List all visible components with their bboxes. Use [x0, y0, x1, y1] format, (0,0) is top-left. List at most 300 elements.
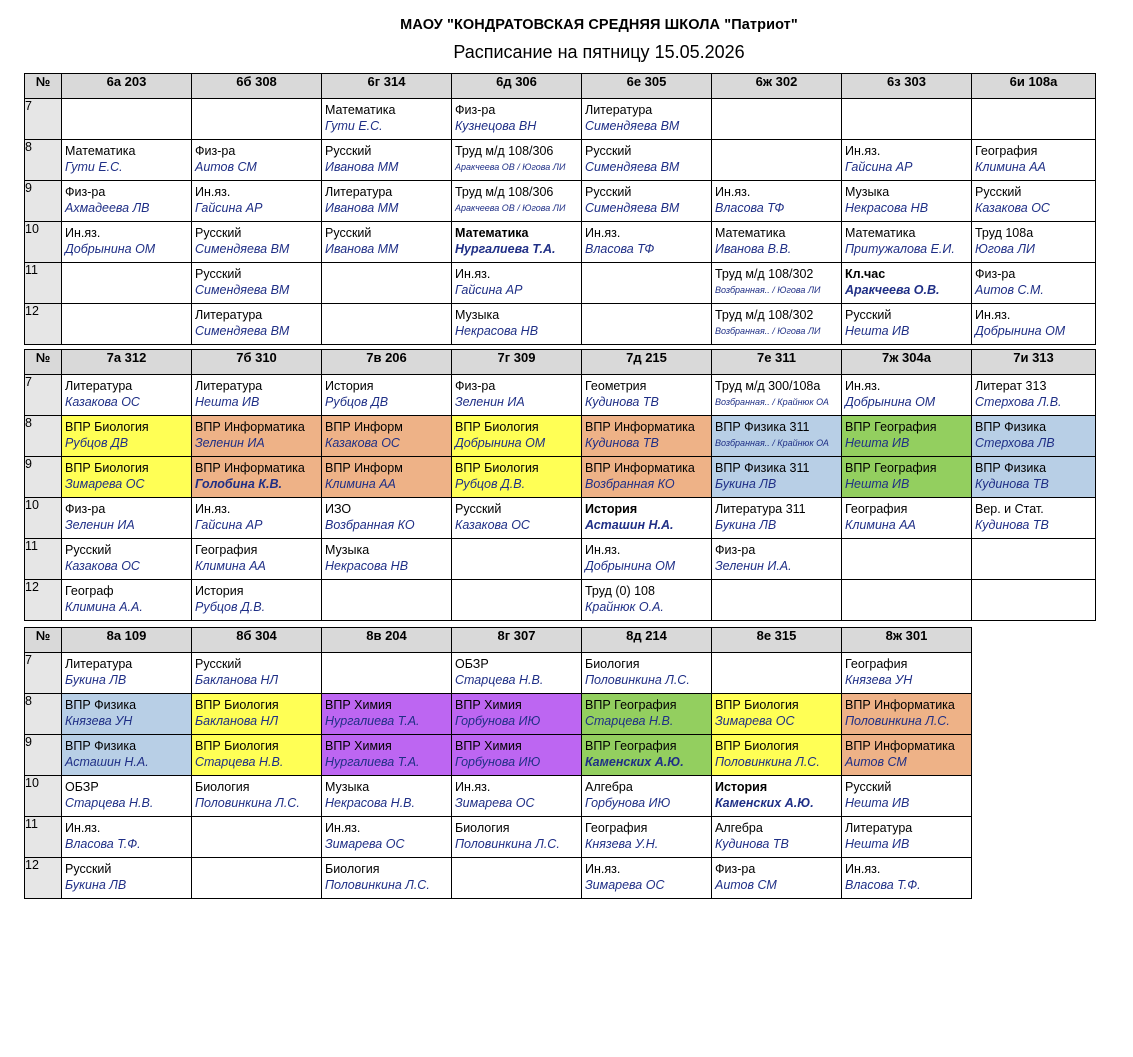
lesson-row	[25, 263, 1096, 304]
subject-name: ВПР Биология	[65, 420, 149, 434]
teacher-name: Некрасова НВ	[845, 201, 929, 215]
school-title: МАОУ "КОНДРАТОВСКАЯ СРЕДНЯЯ ШКОЛА "Патриот"	[400, 17, 798, 33]
subject-name: Литература	[845, 821, 913, 835]
class-header: 6з 303	[842, 74, 972, 99]
teacher-name: Зимарева ОС	[65, 477, 145, 491]
class-header: 7и 313	[972, 350, 1096, 375]
schedule-cell	[842, 858, 972, 899]
subject-name: Ин.яз.	[845, 144, 881, 158]
schedule-cell	[322, 99, 452, 140]
schedule-cell	[452, 457, 582, 498]
teacher-name: Асташин Н.А.	[585, 518, 674, 532]
subject-name: Музыка	[845, 185, 890, 199]
schedule-cell	[62, 304, 192, 345]
subject-name: ВПР Химия	[325, 739, 392, 753]
schedule-cell	[972, 263, 1096, 304]
schedule-cell	[452, 735, 582, 776]
schedule-cell	[452, 222, 582, 263]
subject-name: Физ-ра	[975, 267, 1016, 281]
lesson-number: 7	[25, 653, 62, 694]
schedule-cell	[712, 222, 842, 263]
schedule-cell	[582, 735, 712, 776]
schedule-cell	[842, 304, 972, 345]
teacher-name: Власова Т.Ф.	[845, 878, 921, 892]
subject-name: Биология	[195, 780, 250, 794]
schedule-cell	[972, 140, 1096, 181]
lesson-number: 9	[25, 457, 62, 498]
subject-name: Труд (0) 108	[585, 584, 655, 598]
teacher-name: Симендяева ВМ	[585, 160, 680, 174]
subject-name: Физ-ра	[715, 862, 756, 876]
schedule-cell	[712, 304, 842, 345]
schedule-cell	[322, 457, 452, 498]
teacher-name: Некрасова НВ	[325, 559, 409, 573]
schedule-cell	[62, 457, 192, 498]
lesson-number: 12	[25, 304, 62, 345]
teacher-name: Половинкина Л.С.	[455, 837, 560, 851]
schedule-cell	[322, 181, 452, 222]
subject-name: Русский	[195, 657, 242, 671]
teacher-name: Гути Е.С.	[325, 119, 383, 133]
schedule-cell	[192, 416, 322, 457]
subject-name: Русский	[325, 226, 372, 240]
subject-name: Ин.яз.	[585, 226, 621, 240]
schedule-cell	[62, 181, 192, 222]
subject-name: Математика	[715, 226, 786, 240]
schedule-cell	[192, 304, 322, 345]
schedule-cell	[972, 416, 1096, 457]
schedule-cell	[582, 539, 712, 580]
schedule-cell	[582, 181, 712, 222]
schedule-table-grade-7	[24, 349, 1096, 621]
lesson-number: 8	[25, 416, 62, 457]
schedule-cell	[322, 539, 452, 580]
subject-name: Русский	[845, 308, 892, 322]
schedule-cell	[192, 99, 322, 140]
teacher-name: Климина АА	[845, 518, 916, 532]
teacher-name: Зеленин ИА	[65, 518, 135, 532]
schedule-cell	[192, 735, 322, 776]
schedule-subtitle: Расписание на пятницу 15.05.2026	[453, 42, 745, 62]
lesson-number: 8	[25, 140, 62, 181]
subject-name: Музыка	[455, 308, 500, 322]
lesson-row	[25, 140, 1096, 181]
teacher-name: Асташин Н.А.	[65, 755, 149, 769]
lesson-number: 9	[25, 181, 62, 222]
subject-name: ВПР Информ	[325, 420, 403, 434]
schedule-cell	[842, 375, 972, 416]
class-header: 8ж 301	[842, 628, 972, 653]
schedule-cell	[62, 858, 192, 899]
schedule-cell	[842, 222, 972, 263]
lesson-row	[25, 694, 972, 735]
schedule-cell	[582, 99, 712, 140]
schedule-cell	[842, 776, 972, 817]
lesson-row	[25, 776, 972, 817]
schedule-cell	[972, 375, 1096, 416]
schedule-cell	[712, 416, 842, 457]
schedule-cell	[712, 817, 842, 858]
lesson-number: 11	[25, 817, 62, 858]
schedule-cell	[452, 580, 582, 621]
schedule-cell	[842, 539, 972, 580]
class-header: 8г 307	[452, 628, 582, 653]
subject-name: ВПР Биология	[65, 461, 149, 475]
lesson-number: 7	[25, 375, 62, 416]
teacher-name: Иванова ММ	[325, 160, 399, 174]
schedule-cell	[452, 539, 582, 580]
subject-name: Труд м/д 108/302	[715, 308, 814, 322]
teacher-name: Аитов СМ	[195, 160, 257, 174]
schedule-cell	[322, 498, 452, 539]
schedule-cell	[62, 498, 192, 539]
teacher-name: Климина АА	[195, 559, 266, 573]
teacher-name: Нешта ИВ	[195, 395, 260, 409]
schedule-cell	[192, 140, 322, 181]
schedule-cell	[322, 776, 452, 817]
class-header: 6и 108а	[972, 74, 1096, 99]
teacher-name: Власова Т.Ф.	[65, 837, 141, 851]
subject-name: Ин.яз.	[65, 821, 101, 835]
schedule-cell	[322, 694, 452, 735]
subject-name: ВПР Биология	[455, 461, 539, 475]
lesson-row	[25, 416, 1096, 457]
class-header: 6е 305	[582, 74, 712, 99]
subject-name: Ин.яз.	[845, 379, 881, 393]
teacher-name: Некрасова Н.В.	[325, 796, 415, 810]
teacher-name: Горбунова ИЮ	[585, 796, 671, 810]
schedule-cell	[712, 375, 842, 416]
schedule-cell	[972, 222, 1096, 263]
teacher-name: Аракчеева О.В.	[845, 283, 940, 297]
schedule-cell	[712, 858, 842, 899]
subject-name: Ин.яз.	[195, 502, 231, 516]
teacher-name: Казакова ОС	[975, 201, 1050, 215]
schedule-cell	[712, 580, 842, 621]
subject-name: ВПР Информатика	[585, 420, 695, 434]
teacher-name: Притужалова Е.И.	[845, 242, 955, 256]
class-header: 6б 308	[192, 74, 322, 99]
teacher-name: Князева УН	[845, 673, 913, 687]
teacher-name: Возбранная.. / Крайнюк ОА	[715, 397, 829, 407]
schedule-cell	[62, 580, 192, 621]
subject-name: Физ-ра	[455, 379, 496, 393]
teacher-name: Букина ЛВ	[65, 673, 127, 687]
schedule-cell	[452, 858, 582, 899]
subject-name: ВПР Биология	[715, 739, 799, 753]
subject-name: Физ-ра	[195, 144, 236, 158]
teacher-name: Зимарева ОС	[585, 878, 665, 892]
schedule-table-grade-6	[24, 73, 1096, 345]
teacher-name: Букина ЛВ	[715, 477, 777, 491]
subject-name: Математика	[455, 226, 529, 240]
subject-name: ИЗО	[325, 502, 352, 516]
teacher-name: Старцева Н.В.	[585, 714, 674, 728]
schedule-cell	[452, 140, 582, 181]
teacher-name: Нургалиева Т.А.	[325, 755, 420, 769]
schedule-cell	[452, 181, 582, 222]
class-header: 8е 315	[712, 628, 842, 653]
schedule-cell	[452, 99, 582, 140]
subject-name: Ин.яз.	[975, 308, 1011, 322]
schedule-cell	[842, 580, 972, 621]
schedule-cell	[842, 140, 972, 181]
subject-name: Музыка	[325, 543, 370, 557]
teacher-name: Власова ТФ	[715, 201, 785, 215]
subject-name: Физ-ра	[715, 543, 756, 557]
teacher-name: Рубцов ДВ	[65, 436, 129, 450]
subject-name: Ин.яз.	[715, 185, 751, 199]
lesson-row	[25, 817, 972, 858]
subject-name: ВПР География	[845, 420, 937, 434]
teacher-name: Аракчеева ОВ / Югова ЛИ	[455, 162, 566, 172]
subject-name: Географ	[65, 584, 114, 598]
teacher-name: Аитов СМ	[845, 755, 907, 769]
subject-name: Русский	[585, 185, 632, 199]
schedule-cell	[192, 776, 322, 817]
lesson-row	[25, 181, 1096, 222]
subject-name: География	[845, 502, 908, 516]
schedule-cell	[192, 457, 322, 498]
schedule-cell	[582, 416, 712, 457]
teacher-name: Горбунова ИЮ	[455, 714, 541, 728]
subject-name: ВПР Химия	[455, 698, 522, 712]
lesson-number: 12	[25, 858, 62, 899]
teacher-name: Букина ЛВ	[715, 518, 777, 532]
schedule-cell	[322, 858, 452, 899]
teacher-name: Князева У.Н.	[585, 837, 659, 851]
schedule-cell	[582, 858, 712, 899]
teacher-name: Иванова В.В.	[715, 242, 792, 256]
subject-name: ВПР Физика	[65, 698, 137, 712]
teacher-name: Нешта ИВ	[845, 324, 910, 338]
lesson-number-header: №	[25, 350, 62, 375]
schedule-cell	[582, 498, 712, 539]
teacher-name: Половинкина Л.С.	[715, 755, 820, 769]
teacher-name: Нешта ИВ	[845, 796, 910, 810]
schedule-cell	[322, 140, 452, 181]
lesson-row	[25, 222, 1096, 263]
teacher-name: Югова ЛИ	[975, 242, 1035, 256]
subject-name: Вер. и Стат.	[975, 502, 1044, 516]
subject-name: Труд м/д 108/306	[455, 144, 554, 158]
schedule-cell	[712, 457, 842, 498]
subject-name: ВПР Химия	[325, 698, 392, 712]
schedule-cell	[582, 653, 712, 694]
class-header: 6ж 302	[712, 74, 842, 99]
lesson-row	[25, 653, 972, 694]
subject-name: Труд 108а	[975, 226, 1034, 240]
schedule-cell	[452, 817, 582, 858]
subject-name: ВПР Биология	[715, 698, 799, 712]
teacher-name: Некрасова НВ	[455, 324, 539, 338]
schedule-cell	[322, 416, 452, 457]
class-header: 7а 312	[62, 350, 192, 375]
teacher-name: Иванова ММ	[325, 242, 399, 256]
schedule-cell	[452, 776, 582, 817]
schedule-cell	[582, 776, 712, 817]
schedule-cell	[322, 263, 452, 304]
schedule-cell	[192, 498, 322, 539]
schedule-cell	[712, 653, 842, 694]
schedule-cell	[582, 222, 712, 263]
teacher-name: Нургалиева Т.А.	[325, 714, 420, 728]
class-header: 6а 203	[62, 74, 192, 99]
schedule-cell	[62, 694, 192, 735]
subject-name: Литература 311	[715, 502, 806, 516]
schedule-cell	[582, 263, 712, 304]
subject-name: Русский	[975, 185, 1022, 199]
lesson-number: 9	[25, 735, 62, 776]
schedule-cell	[712, 735, 842, 776]
lesson-number: 12	[25, 580, 62, 621]
lesson-number: 8	[25, 694, 62, 735]
schedule-cell	[972, 304, 1096, 345]
schedule-cell	[582, 694, 712, 735]
teacher-name: Власова ТФ	[585, 242, 655, 256]
lesson-row	[25, 304, 1096, 345]
teacher-name: Зимарева ОС	[455, 796, 535, 810]
teacher-name: Половинкина Л.С.	[325, 878, 430, 892]
subject-name: Геометрия	[585, 379, 647, 393]
schedule-cell	[582, 580, 712, 621]
schedule-cell	[712, 263, 842, 304]
subject-name: Литература	[195, 379, 263, 393]
subject-name: Литература	[65, 657, 133, 671]
lesson-row	[25, 858, 972, 899]
schedule-cell	[842, 498, 972, 539]
subject-name: География	[585, 821, 648, 835]
teacher-name: Рубцов Д.В.	[195, 600, 266, 614]
schedule-cell	[322, 304, 452, 345]
subject-name: Ин.яз.	[845, 862, 881, 876]
subject-name: История	[585, 502, 638, 516]
subject-name: Литерат 313	[975, 379, 1047, 393]
subject-name: ВПР Информатика	[585, 461, 695, 475]
lesson-number: 11	[25, 263, 62, 304]
teacher-name: Аракчеева ОВ / Югова ЛИ	[455, 203, 566, 213]
schedule-cell	[192, 539, 322, 580]
subject-name: ВПР География	[845, 461, 937, 475]
subject-name: ОБЗР	[65, 780, 99, 794]
class-header: 8б 304	[192, 628, 322, 653]
teacher-name: Ахмадеева ЛВ	[65, 201, 150, 215]
subject-name: Русский	[585, 144, 632, 158]
teacher-name: Возбранная КО	[585, 477, 675, 491]
schedule-cell	[62, 416, 192, 457]
class-header: 7д 215	[582, 350, 712, 375]
schedule-cell	[712, 539, 842, 580]
teacher-name: Нешта ИВ	[845, 837, 910, 851]
schedule-cell	[62, 375, 192, 416]
teacher-name: Рубцов ДВ	[325, 395, 389, 409]
subject-name: Ин.яз.	[65, 226, 101, 240]
subject-name: ВПР Биология	[195, 739, 279, 753]
subject-name: Труд м/д 300/108а	[715, 379, 821, 393]
schedule-cell	[582, 304, 712, 345]
teacher-name: Добрынина ОМ	[65, 242, 156, 256]
schedule-cell	[322, 817, 452, 858]
schedule-cell	[192, 858, 322, 899]
subject-name: Физ-ра	[65, 502, 106, 516]
lesson-number: 11	[25, 539, 62, 580]
teacher-name: Каменских А.Ю.	[585, 755, 684, 769]
schedule-cell	[712, 776, 842, 817]
teacher-name: Симендяева ВМ	[585, 119, 680, 133]
class-header: 8а 109	[62, 628, 192, 653]
schedule-cell	[62, 263, 192, 304]
schedule-cell	[842, 735, 972, 776]
subject-name: Физ-ра	[455, 103, 496, 117]
schedule-cell	[972, 457, 1096, 498]
subject-name: География	[845, 657, 908, 671]
teacher-name: Гайсина АР	[195, 518, 263, 532]
subject-name: Алгебра	[715, 821, 763, 835]
subject-name: Труд м/д 108/302	[715, 267, 814, 281]
class-header: 8д 214	[582, 628, 712, 653]
subject-name: Литература	[195, 308, 263, 322]
schedule-cell	[582, 817, 712, 858]
teacher-name: Половинкина Л.С.	[195, 796, 300, 810]
teacher-name: Кузнецова ВН	[455, 119, 537, 133]
subject-name: Алгебра	[585, 780, 633, 794]
teacher-name: Зеленин И.А.	[715, 559, 792, 573]
teacher-name: Половинкина Л.С.	[585, 673, 690, 687]
schedule-cell	[842, 263, 972, 304]
subject-name: ВПР Биология	[455, 420, 539, 434]
subject-name: ВПР Физика	[65, 739, 137, 753]
teacher-name: Каменских А.Ю.	[715, 796, 814, 810]
subject-name: Русский	[195, 226, 242, 240]
schedule-cell	[712, 99, 842, 140]
teacher-name: Добрынина ОМ	[585, 559, 676, 573]
subject-name: ОБЗР	[455, 657, 489, 671]
subject-name: ВПР Биология	[195, 698, 279, 712]
schedule-cell	[842, 457, 972, 498]
teacher-name: Зеленин ИА	[195, 436, 265, 450]
teacher-name: Симендяева ВМ	[195, 283, 290, 297]
schedule-cell	[452, 304, 582, 345]
teacher-name: Горбунова ИЮ	[455, 755, 541, 769]
teacher-name: Гайсина АР	[845, 160, 913, 174]
teacher-name: Старцева Н.В.	[455, 673, 544, 687]
subject-name: ВПР Физика	[975, 461, 1047, 475]
teacher-name: Казакова ОС	[65, 559, 140, 573]
class-header: 7б 310	[192, 350, 322, 375]
subject-name: Ин.яз.	[325, 821, 361, 835]
teacher-name: Казакова ОС	[65, 395, 140, 409]
teacher-name: Бакланова НЛ	[195, 714, 279, 728]
schedule-cell	[62, 653, 192, 694]
teacher-name: Кудинова ТВ	[585, 395, 659, 409]
subject-name: Литература	[325, 185, 393, 199]
schedule-cell	[62, 222, 192, 263]
schedule-cell	[192, 817, 322, 858]
teacher-name: Казакова ОС	[325, 436, 400, 450]
subject-name: Русский	[195, 267, 242, 281]
teacher-name: Нургалиева Т.А.	[455, 242, 556, 256]
subject-name: ВПР Информатика	[195, 420, 305, 434]
teacher-name: Казакова ОС	[455, 518, 530, 532]
schedule-cell	[842, 817, 972, 858]
subject-name: ВПР Физика 311	[715, 420, 810, 434]
schedule-cell	[62, 776, 192, 817]
schedule-cell	[972, 498, 1096, 539]
teacher-name: Иванова ММ	[325, 201, 399, 215]
teacher-name: Голобина К.В.	[195, 477, 282, 491]
teacher-name: Возбранная.. / Крайнюк ОА	[715, 438, 829, 448]
class-header: 7е 311	[712, 350, 842, 375]
